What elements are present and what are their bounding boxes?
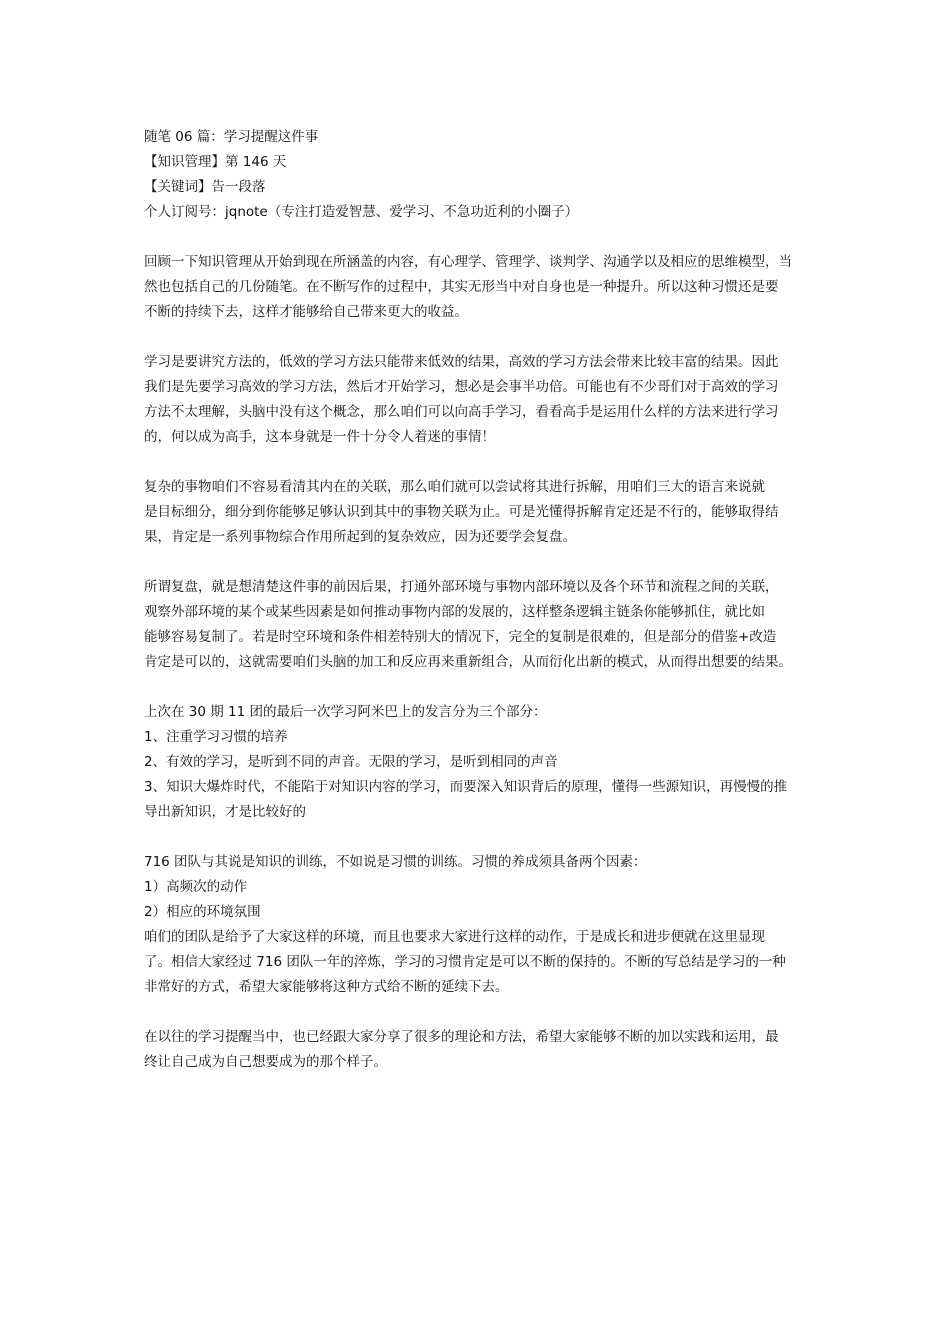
paragraph-line: 我们是先要学习高效的学习方法，然后才开始学习，想必是会事半功倍。可能也有不少哥们对于高效的学习 <box>144 379 779 395</box>
list-item: 2）相应的环境氛围 <box>144 904 261 920</box>
paragraph-line: 复杂的事物咱们不容易看清其内在的关联，那么咱们就可以尝试将其进行拆解，用咱们三大的语言来说就 <box>144 479 765 495</box>
paragraph-line: 能够容易复制了。若是时空环境和条件相差特别大的情况下，完全的复制是很难的，但是部分的借鉴+改造 <box>144 629 777 645</box>
list-item: 3、知识大爆炸时代，不能陷于对知识内容的学习，而要深入知识背后的原理，懂得一些源知识，再慢慢的推 <box>144 779 788 795</box>
keywords-line: 【关键词】告一段落 <box>144 179 266 195</box>
paragraph-line: 是目标细分，细分到你能够足够认识到其中的事物关联为止。可是光懂得拆解肯定还是不行的，能够取得结 <box>144 504 779 520</box>
document-content <box>144 125 816 1075</box>
paragraph-1 <box>144 250 816 325</box>
paragraph-line: 的，何以成为高手，这本身就是一件十分令人着迷的事情！ <box>144 429 495 445</box>
paragraph-2 <box>144 350 816 450</box>
paragraph-line: 终让自己成为自己想要成为的那个样子。 <box>144 1054 387 1070</box>
paragraph-line: 咱们的团队是给予了大家这样的环境，而且也要求大家进行这样的动作，于是成长和进步便就在这里显现 <box>144 929 765 945</box>
paragraph-7 <box>144 1025 816 1075</box>
paragraph-line: 观察外部环境的某个或某些因素是如何推动事物内部的发展的，这样整条逻辑主链条你能够抓住，就比如 <box>144 604 765 620</box>
category-line: 【知识管理】第 146 天 <box>144 154 287 170</box>
paragraph-6 <box>144 850 816 1000</box>
paragraph-line: 了。相信大家经过 716 团队一年的淬炼，学习的习惯肯定是可以不断的保持的。不断的写总结是学习的一种 <box>144 954 786 970</box>
paragraph-4 <box>144 575 816 675</box>
paragraph-line: 上次在 30 期 11 团的最后一次学习阿米巴上的发言分为三个部分： <box>144 704 547 720</box>
paragraph-line: 果，肯定是一系列事物综合作用所起到的复杂效应，因为还要学会复盘。 <box>144 529 576 545</box>
paragraph-line: 不断的持续下去，这样才能够给自己带来更大的收益。 <box>144 304 468 320</box>
paragraph-line: 所谓复盘，就是想清楚这件事的前因后果，打通外部环境与事物内部环境以及各个环节和流程之间的关联， <box>144 579 779 595</box>
article-title: 随笔 06 篇：学习提醒这件事 <box>144 129 319 145</box>
paragraph-5 <box>144 700 816 825</box>
paragraph-line: 然也包括自己的几份随笔。在不断写作的过程中，其实无形当中对自身也是一种提升。所以这种习惯还是要 <box>144 279 779 295</box>
paragraph-line: 学习是要讲究方法的，低效的学习方法只能带来低效的结果，高效的学习方法会带来比较丰富的结果。因此 <box>144 354 779 370</box>
paragraph-line: 非常好的方式，希望大家能够将这种方式给不断的延续下去。 <box>144 979 509 995</box>
paragraph-line: 方法不太理解，头脑中没有这个概念，那么咱们可以向高手学习，看看高手是运用什么样的方法来进行学习 <box>144 404 779 420</box>
list-item: 1）高频次的动作 <box>144 879 248 895</box>
paragraph-line: 716 团队与其说是知识的训练，不如说是习惯的训练。习惯的养成须具备两个因素： <box>144 854 647 870</box>
paragraph-line: 在以往的学习提醒当中，也已经跟大家分享了很多的理论和方法，希望大家能够不断的加以实践和运用，最 <box>144 1029 779 1045</box>
paragraph-line: 回顾一下知识管理从开始到现在所涵盖的内容，有心理学、管理学、谈判学、沟通学以及相应的思维模型，当 <box>144 254 792 270</box>
list-item-continuation: 导出新知识，才是比较好的 <box>144 804 306 820</box>
paragraph-3 <box>144 475 816 550</box>
subscription-line: 个人订阅号：jqnote（专注打造爱智慧、爱学习、不急功近利的小圈子） <box>144 204 579 220</box>
paragraph-line: 肯定是可以的，这就需要咱们头脑的加工和反应再来重新组合，从而衍化出新的模式，从而得出想要的结果。 <box>144 654 792 670</box>
list-item: 1、注重学习习惯的培养 <box>144 729 288 745</box>
list-item: 2、有效的学习，是听到不同的声音。无限的学习，是听到相同的声音 <box>144 754 558 770</box>
header-block <box>144 125 816 225</box>
